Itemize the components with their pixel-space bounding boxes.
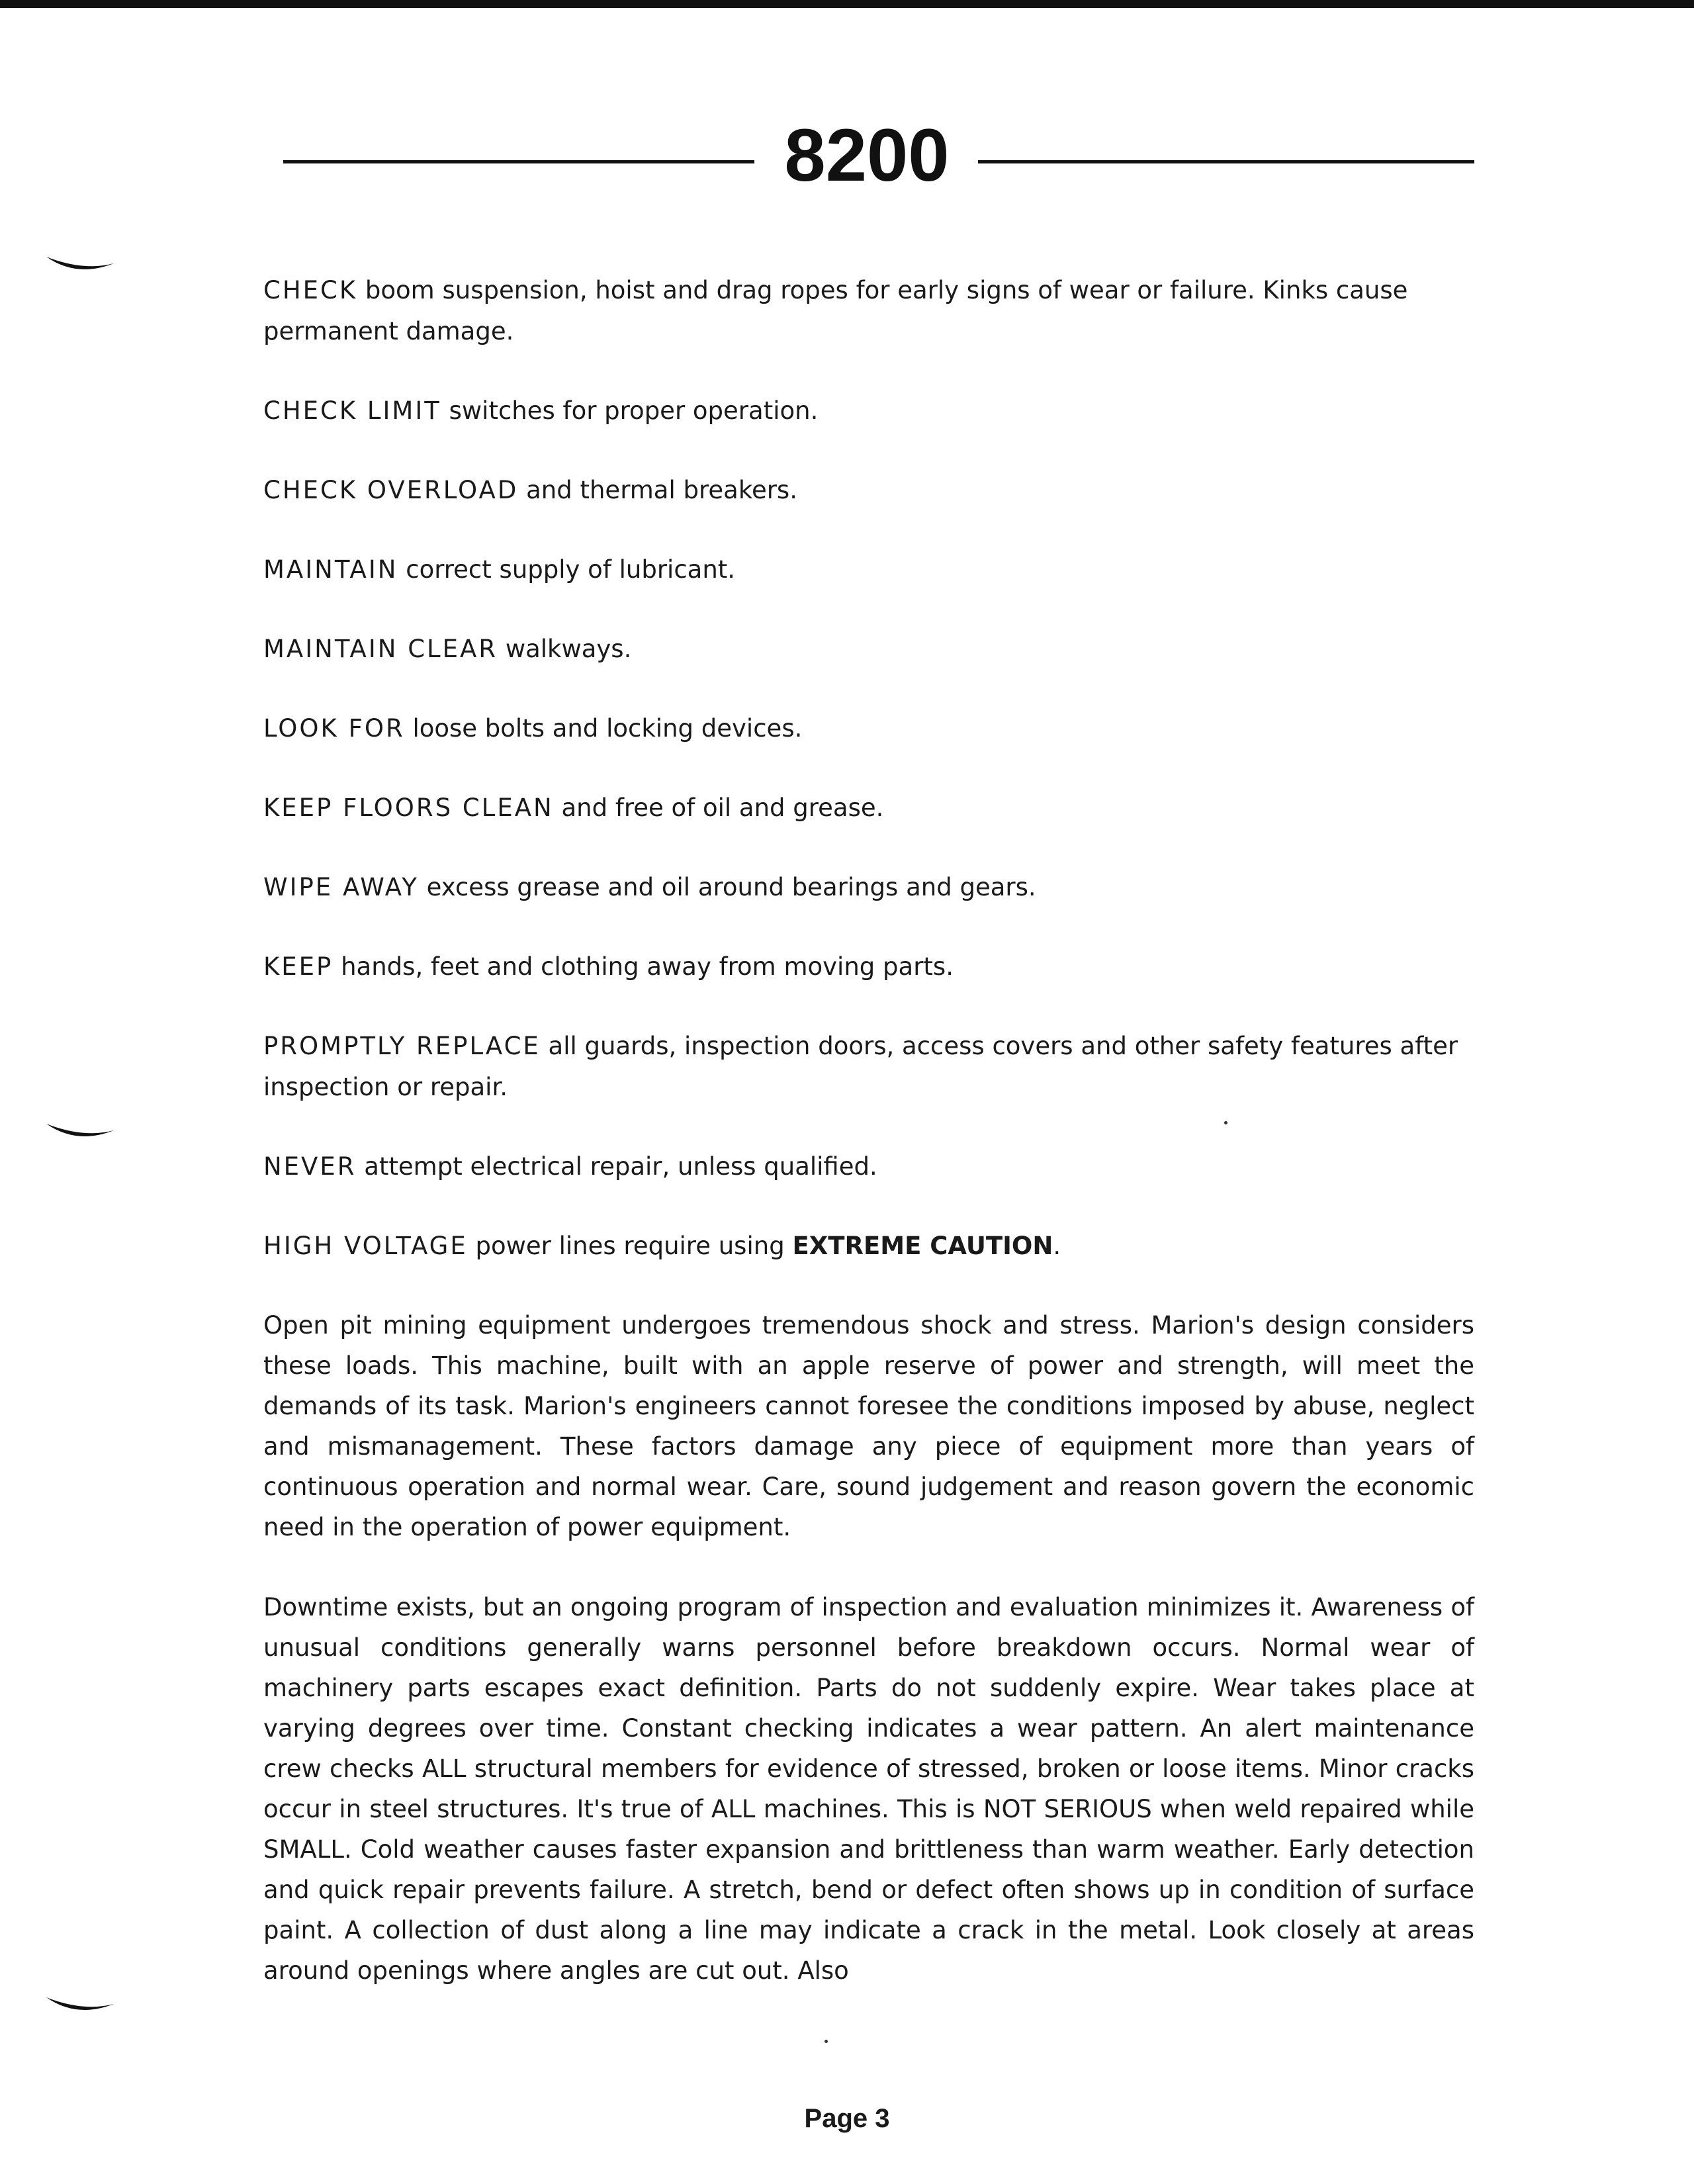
instruction-end: . (1053, 1232, 1061, 1260)
header-rule-right (978, 160, 1474, 163)
instruction-item (263, 1146, 1474, 1187)
body-paragraph: Downtime exists, but an ongoing program of inspection and evaluation minimizes it. Awareness of unusual conditions generally warns personnel before breakdown occurs. Normal wear of machinery parts escapes exact definition. Parts do not suddenly expire. Wear takes place at varying degrees over time. Constant checking indicates a wear pattern. An alert maintenance crew checks ALL structural members for evidence of stressed, broken or loose items. Minor cracks occur in steel structures. It's true of ALL machines. This is NOT SERIOUS when weld repaired while SMALL. Cold weather causes faster expansion and brittleness than warm weather. Early detection and quick repair prevents failure. A stretch, bend or defect often shows up in condition of surface paint. A collection of dust along a line may indicate a crack in the metal. Look closely at areas around openings where angles are cut out. Also (263, 1593, 1474, 1985)
instruction-keyword: PROMPTLY REPLACE (263, 1032, 541, 1060)
instruction-text: switches for proper operation. (441, 396, 819, 425)
instruction-keyword: CHECK OVERLOAD (263, 476, 519, 504)
body-paragraph: Open pit mining equipment undergoes tremendous shock and stress. Marion's design considers these loads. This machine, built with an apple reserve of power and strength, will meet the demands of its task. Marion's engineers cannot foresee the conditions imposed by abuse, neglect and mismanagement. These factors damage any piece of equipment more than years of continuous operation and normal wear. Care, sound judgement and reason govern the economic need in the operation of power equipment. (263, 1311, 1474, 1541)
instruction-keyword: KEEP (263, 952, 334, 981)
instruction-item (263, 470, 1474, 511)
instruction-keyword: NEVER (263, 1152, 357, 1181)
binder-hole-mark (44, 1118, 116, 1145)
instruction-text: correct supply of lubricant. (398, 555, 736, 584)
page-header (0, 113, 1694, 199)
extreme-caution-emphasis: EXTREME CAUTION (792, 1232, 1053, 1260)
instruction-keyword: MAINTAIN (263, 555, 398, 584)
instruction-text: and free of oil and grease. (553, 794, 884, 822)
binder-hole-mark (44, 1992, 116, 2019)
instruction-text: walkways. (498, 635, 632, 663)
instruction-keyword: HIGH VOLTAGE (263, 1232, 468, 1260)
instruction-keyword: MAINTAIN CLEAR (263, 635, 498, 663)
instruction-item (263, 708, 1474, 749)
instruction-text: excess grease and oil around bearings and gears. (418, 873, 1036, 901)
page-title: 8200 (784, 114, 950, 197)
page-number: Page 3 (804, 2104, 890, 2133)
binder-hole-mark (44, 251, 116, 278)
instruction-keyword: LOOK FOR (263, 714, 405, 743)
scan-top-edge (0, 0, 1694, 8)
instruction-text: attempt electrical repair, unless qualified. (356, 1152, 877, 1181)
document-body (263, 270, 1474, 2030)
scan-speck (1224, 1121, 1227, 1124)
instruction-item (263, 1026, 1474, 1108)
instruction-item (263, 1226, 1474, 1267)
instruction-text: power lines require using (467, 1232, 793, 1260)
instruction-keyword: WIPE AWAY (263, 873, 419, 901)
instruction-keyword: CHECK (263, 276, 358, 304)
instruction-text: hands, feet and clothing away from moving parts. (333, 952, 954, 981)
instruction-item (263, 629, 1474, 670)
instruction-item (263, 788, 1474, 829)
instruction-item (263, 270, 1474, 352)
instruction-item (263, 946, 1474, 987)
instruction-keyword: KEEP FLOORS CLEAN (263, 794, 554, 822)
instruction-item (263, 390, 1474, 432)
instruction-item (263, 549, 1474, 590)
instruction-text: and thermal breakers. (518, 476, 797, 504)
instruction-text: boom suspension, hoist and drag ropes for early signs of wear or failure. Kinks cause permanent damage. (263, 276, 1408, 345)
instruction-item (263, 867, 1474, 908)
instruction-keyword: CHECK LIMIT (263, 396, 441, 425)
header-rule-left (283, 160, 754, 163)
instruction-text: loose bolts and locking devices. (404, 714, 803, 743)
scan-speck (825, 2040, 828, 2043)
instruction-text: all guards, inspection doors, access covers and other safety features after inspection or repair. (263, 1032, 1458, 1101)
